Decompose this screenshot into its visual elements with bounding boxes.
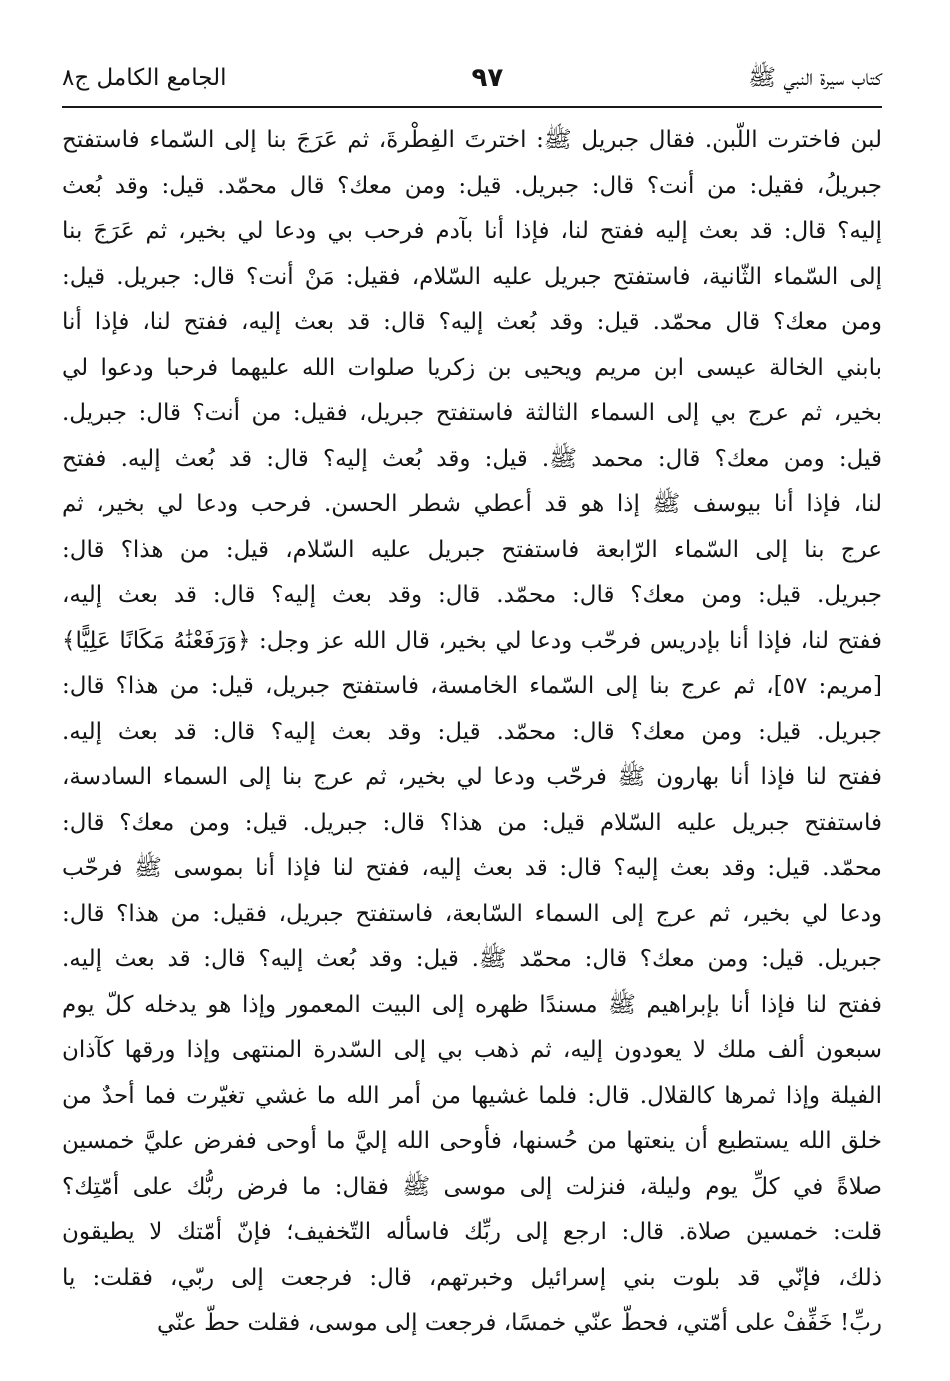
text-line: الفيلة وإذا ثمرها كالقلال. قال: فلما غشيها من أمر الله ما غشي تغيّرت فما أحدٌ من — [62, 1082, 882, 1109]
text-line: بابني الخالة عيسى ابن مريم ويحيى بن زكريا صلوات الله عليهما فرحبا ودعوا لي — [62, 354, 882, 381]
volume-title: الجامع الكامل ج٨ — [62, 64, 227, 91]
body-text — [62, 118, 882, 1381]
text-line: ففتح لنا فإذا أنا بإبراهيم ﷺ مسندًا ظهره إلى البيت المعمور وإذا هو يدخله كلّ يوم — [62, 991, 882, 1018]
text-line: جبريلُ، فقيل: من أنت؟ قال: جبريل. قيل: ومن معك؟ قال محمّد. قيل: وقد بُعث — [62, 172, 882, 199]
text-line: إليه؟ قال: قد بعث إليه ففتح لنا، فإذا أنا بآدم فرحب بي ودعا لي بخير، ثم عَرَجَ بنا — [62, 218, 882, 244]
text-line: ربِّ! خَفِّفْ على أمّتي، فحطّ عنّي خمسًا، فرجعت إلى موسى، فقلت حطّ عنّي — [156, 1310, 882, 1336]
text-line: ودعا لي بخير، ثم عرج إلى السماء السّابعة، فاستفتح جبريل، فقيل: من هذا؟ قال: — [62, 900, 882, 927]
text-line: جبريل. قيل: ومن معك؟ قال: محمّد ﷺ. قيل: وقد بُعث إليه؟ قال: قد بعث إليه. — [62, 946, 882, 972]
text-line: عرج بنا إلى السّماء الرّابعة فاستفتح جبريل عليه السّلام، قيل: من هذا؟ قال: — [62, 536, 882, 563]
page-number: ٩٧ — [471, 63, 504, 93]
text-line: لنا، فإذا أنا بيوسف ﷺ إذا هو قد أعطي شطر الحسن. فرحب ودعا لي بخير، ثم — [62, 491, 882, 517]
text-line: خلق الله يستطيع أن ينعتها من حُسنها، فأوحى الله إليَّ ما أوحى ففرض عليَّ خمسين — [62, 1128, 882, 1154]
text-line: بخير، ثم عرج بي إلى السماء الثالثة فاستفتح جبريل، فقيل: من أنت؟ قال: جبريل. — [62, 400, 882, 426]
text-line: ومن معك؟ قال محمّد. قيل: وقد بُعث إليه؟ قال: قد بعث إليه، ففتح لنا، فإذا أنا — [62, 309, 882, 335]
text-line: جبريل. قيل: ومن معك؟ قال: محمّد. قال: وقد بعث إليه؟ قال: قد بعث إليه، — [62, 582, 882, 608]
text-line: محمّد. قيل: وقد بعث إليه؟ قال: قد بعث إليه، ففتح لنا فإذا أنا بموسى ﷺ فرحّب — [62, 855, 882, 881]
text-line: قيل: ومن معك؟ قال: محمد ﷺ. قيل: وقد بُعث إليه؟ قال: قد بُعث إليه. ففتح — [62, 445, 882, 472]
text-line: لبن فاخترت اللّبن. فقال جبريل ﷺ: اخترتَ الفِطْرةَ، ثم عَرَجَ بنا إلى السّماء فاستفتح — [62, 127, 882, 153]
book-title: كتاب سيرة النبي ﷺ — [748, 64, 882, 91]
text-line: ففتح لنا، فإذا أنا بإدريس فرحّب ودعا لي بخير، قال الله عز وجل: ﴿وَرَفَعْنَٰهُ مَكَانًا عَلِيًّا﴾ — [62, 627, 882, 654]
text-line: [مريم: ٥٧]، ثم عرج بنا إلى السّماء الخامسة، فاستفتح جبريل، قيل: من هذا؟ قال: — [62, 673, 882, 699]
text-line: سبعون ألف ملك لا يعودون إليه، ثم ذهب بي إلى السّدرة المنتهى وإذا ورقها كآذان — [62, 1037, 882, 1063]
text-line: إلى السّماء الثّانية، فاستفتح جبريل عليه السّلام، فقيل: مَنْ أنت؟ قال: جبريل. قيل: — [62, 263, 882, 290]
text-line: ذلك، فإنّي قد بلوت بني إسرائيل وخبرتهم، قال: فرجعت إلى ربّي، فقلت: يا — [62, 1264, 882, 1291]
text-line: جبريل. قيل: ومن معك؟ قال: محمّد. قيل: وقد بعث إليه؟ قال: قد بعث إليه. — [62, 718, 882, 745]
text-line: صلاةً في كلِّ يوم وليلة، فنزلت إلى موسى ﷺ فقال: ما فرض ربُّك على أمّتِك؟ — [62, 1173, 882, 1200]
text-line: فاستفتح جبريل عليه السّلام قيل: من هذا؟ قال: جبريل. قيل: ومن معك؟ قال: — [62, 809, 882, 836]
header-divider — [62, 106, 882, 108]
page-header — [62, 52, 882, 104]
text-line: قلت: خمسين صلاة. قال: ارجع إلى ربِّك فاسأله التّخفيف؛ فإنّ أمّتك لا يطيقون — [62, 1219, 882, 1245]
text-line: ففتح لنا فإذا أنا بهارون ﷺ فرحّب ودعا لي بخير، ثم عرج بنا إلى السماء السادسة، — [62, 764, 882, 790]
